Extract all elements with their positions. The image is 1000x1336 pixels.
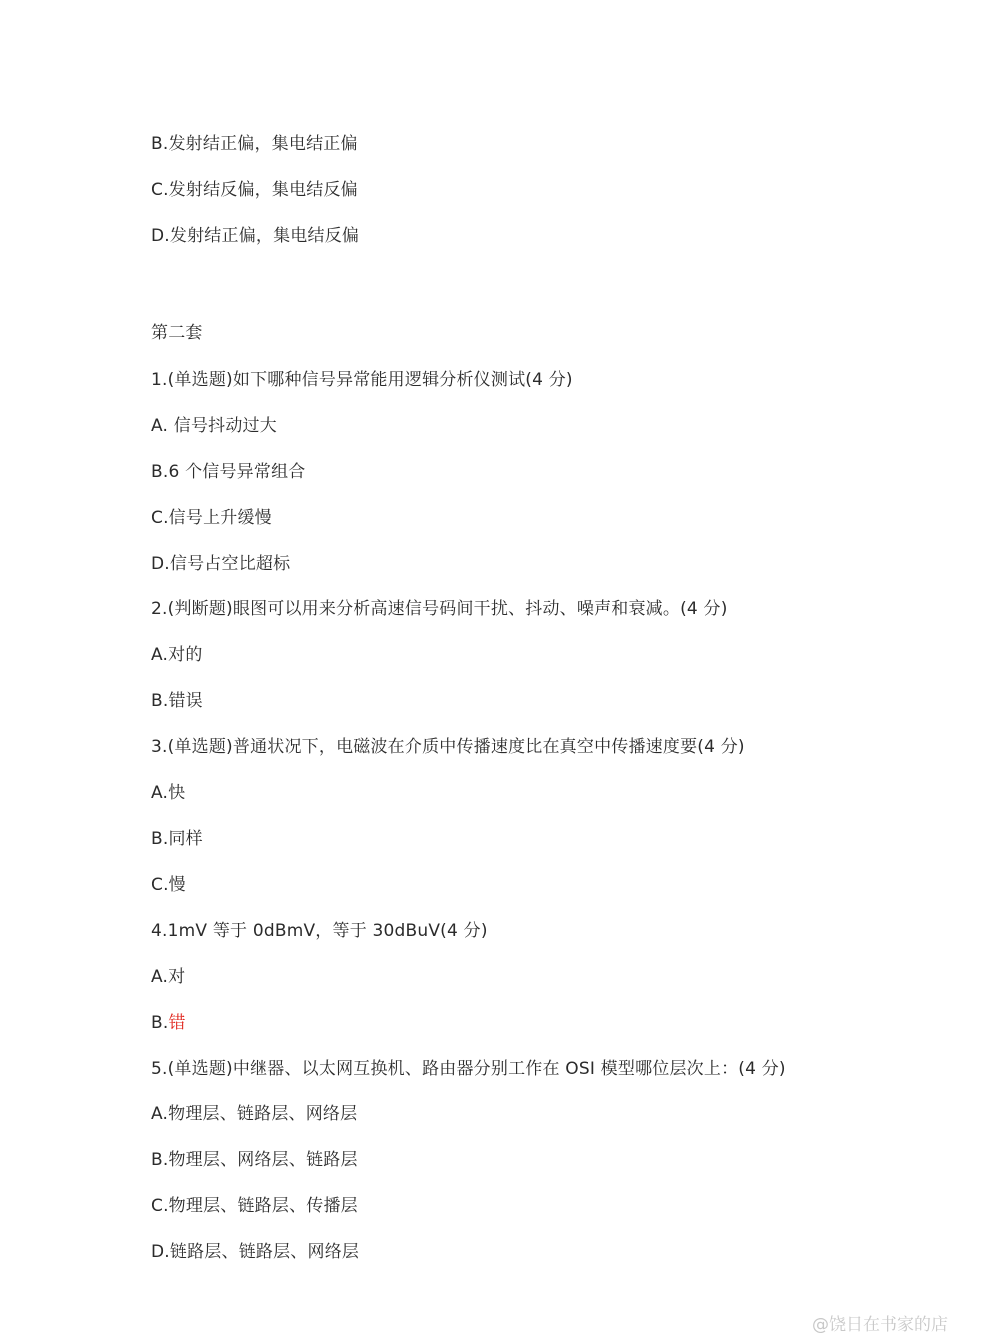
question-2: 2.(判断题)眼图可以用来分析高速信号码间干扰、抖动、噪声和衰减。(4 分) — [151, 599, 728, 619]
q1-option-c: C.信号上升缓慢 — [151, 508, 272, 528]
option-b-prev: B.发射结正偏，集电结正偏 — [151, 134, 358, 154]
q1-option-d: D.信号占空比超标 — [151, 554, 291, 574]
question-4: 4.1mV 等于 0dBmV，等于 30dBuV(4 分) — [151, 921, 488, 941]
q3-option-a: A.快 — [151, 783, 186, 803]
q3-option-b: B.同样 — [151, 829, 203, 849]
q2-option-b: B.错误 — [151, 691, 203, 711]
q5-option-b: B.物理层、网络层、链路层 — [151, 1150, 358, 1170]
q5-option-d: D.链路层、链路层、网络层 — [151, 1242, 360, 1262]
section-heading: 第二套 — [151, 323, 203, 343]
q1-option-b: B.6 个信号异常组合 — [151, 462, 306, 482]
q4-option-b-letter: B. — [151, 1013, 169, 1033]
q4-option-b-answer: 错 — [168, 1013, 186, 1033]
q4-option-a: A.对 — [151, 967, 186, 987]
q3-option-c: C.慢 — [151, 875, 186, 895]
option-c-prev: C.发射结反偏，集电结反偏 — [151, 180, 358, 200]
question-1: 1.(单选题)如下哪种信号异常能用逻辑分析仪测试(4 分) — [151, 370, 573, 390]
q5-option-a: A.物理层、链路层、网络层 — [151, 1104, 358, 1124]
q5-option-c: C.物理层、链路层、传播层 — [151, 1196, 358, 1216]
question-3: 3.(单选题)普通状况下，电磁波在介质中传播速度比在真空中传播速度要(4 分) — [151, 737, 745, 757]
q2-option-a: A.对的 — [151, 645, 203, 665]
watermark: @饶日在书家的店 — [812, 1315, 948, 1335]
q4-option-b — [151, 1012, 186, 1034]
question-5: 5.(单选题)中继器、以太网互换机、路由器分别工作在 OSI 模型哪位层次上：(4 分) — [151, 1059, 786, 1079]
q1-option-a: A. 信号抖动过大 — [151, 416, 277, 436]
option-d-prev: D.发射结正偏，集电结反偏 — [151, 226, 360, 246]
